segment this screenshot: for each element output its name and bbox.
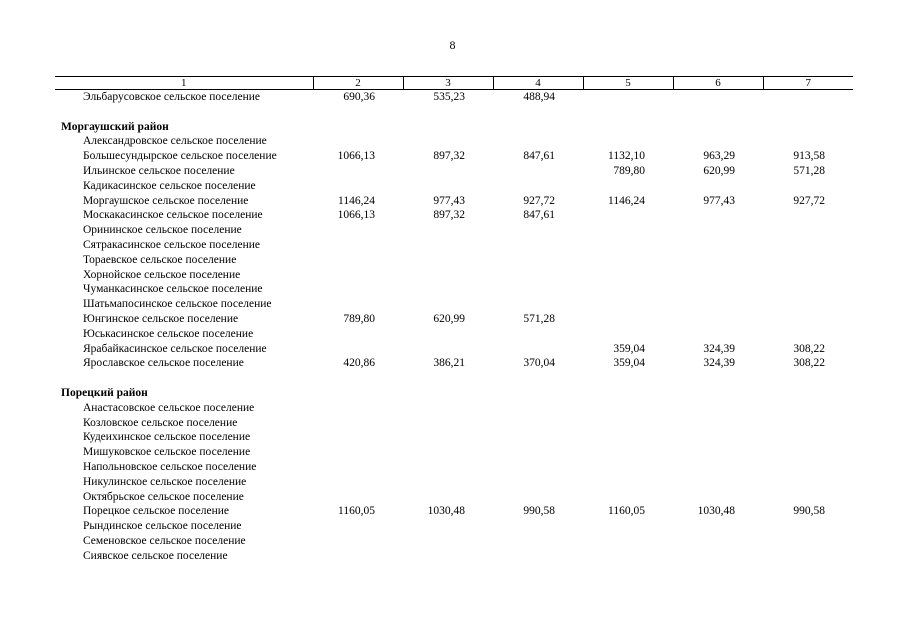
value-cell bbox=[313, 297, 403, 312]
value-cell bbox=[313, 268, 403, 283]
table-row bbox=[55, 549, 853, 564]
settlement-name: Хорнойское сельское поселение bbox=[83, 268, 241, 281]
value-cell bbox=[493, 282, 583, 297]
value-cell bbox=[493, 297, 583, 312]
settlement-name: Рындинское сельское поселение bbox=[83, 520, 242, 533]
value-cell bbox=[493, 549, 583, 564]
value-cell: 789,80 bbox=[613, 164, 645, 177]
value-cell bbox=[673, 401, 763, 416]
value-cell bbox=[493, 268, 583, 283]
value-cell bbox=[313, 445, 403, 460]
value-cell bbox=[403, 268, 493, 283]
value-cell bbox=[403, 519, 493, 534]
district-row bbox=[55, 386, 853, 401]
value-cell: 927,72 bbox=[793, 194, 825, 207]
value-cell bbox=[493, 327, 583, 342]
value-cell bbox=[763, 490, 853, 505]
value-cell bbox=[673, 238, 763, 253]
value-cell bbox=[493, 490, 583, 505]
value-cell bbox=[583, 549, 673, 564]
value-cell bbox=[493, 164, 583, 179]
value-cell: 990,58 bbox=[793, 505, 825, 518]
value-cell bbox=[313, 519, 403, 534]
value-cell bbox=[673, 534, 763, 549]
value-cell bbox=[313, 416, 403, 431]
value-cell bbox=[403, 223, 493, 238]
value-cell bbox=[763, 134, 853, 149]
value-cell bbox=[673, 282, 763, 297]
value-cell: 963,29 bbox=[703, 150, 735, 163]
district-heading: Моргаушский район bbox=[61, 120, 169, 133]
settlement-name: Тораевское сельское поселение bbox=[83, 253, 237, 266]
value-cell bbox=[673, 134, 763, 149]
value-cell bbox=[493, 534, 583, 549]
table-row bbox=[55, 208, 853, 223]
value-cell bbox=[763, 268, 853, 283]
value-cell: 789,80 bbox=[343, 312, 375, 325]
settlement-name: Ярославское сельское поселение bbox=[83, 357, 244, 370]
value-cell bbox=[313, 238, 403, 253]
value-cell: 488,94 bbox=[523, 91, 555, 103]
value-cell bbox=[583, 223, 673, 238]
spacer-row bbox=[55, 105, 853, 120]
value-cell bbox=[583, 253, 673, 268]
value-cell bbox=[493, 519, 583, 534]
table-row bbox=[55, 342, 853, 357]
value-cell bbox=[673, 297, 763, 312]
value-cell bbox=[763, 445, 853, 460]
value-cell bbox=[673, 430, 763, 445]
value-cell: 324,39 bbox=[703, 342, 735, 355]
value-cell bbox=[403, 490, 493, 505]
column-header: 6 bbox=[673, 77, 763, 90]
value-cell bbox=[493, 179, 583, 194]
value-cell bbox=[313, 134, 403, 149]
value-cell bbox=[763, 519, 853, 534]
value-cell bbox=[403, 134, 493, 149]
value-cell bbox=[583, 401, 673, 416]
value-cell: 535,23 bbox=[433, 91, 465, 103]
settlement-name: Александровское сельское поселение bbox=[83, 135, 267, 148]
table-row bbox=[55, 534, 853, 549]
value-cell bbox=[763, 282, 853, 297]
value-cell: 1030,48 bbox=[697, 505, 735, 518]
value-cell bbox=[313, 549, 403, 564]
settlement-name: Мишуковское сельское поселение bbox=[83, 446, 251, 459]
value-cell bbox=[673, 549, 763, 564]
value-cell bbox=[673, 416, 763, 431]
value-cell bbox=[673, 253, 763, 268]
settlement-name: Октябрьское сельское поселение bbox=[83, 490, 244, 503]
column-header: 7 bbox=[763, 77, 853, 90]
table-row bbox=[55, 134, 853, 149]
value-cell bbox=[583, 445, 673, 460]
table-row bbox=[55, 297, 853, 312]
table-row bbox=[55, 519, 853, 534]
value-cell bbox=[403, 534, 493, 549]
table-row bbox=[55, 164, 853, 179]
value-cell bbox=[583, 519, 673, 534]
value-cell bbox=[763, 208, 853, 223]
value-cell bbox=[673, 519, 763, 534]
value-cell bbox=[763, 534, 853, 549]
value-cell bbox=[763, 179, 853, 194]
value-cell bbox=[763, 401, 853, 416]
table-row bbox=[55, 149, 853, 164]
spacer-cell bbox=[55, 371, 853, 386]
table-row bbox=[55, 475, 853, 490]
column-header: 4 bbox=[493, 77, 583, 90]
value-cell bbox=[403, 179, 493, 194]
settlement-name: Напольновское сельское поселение bbox=[83, 460, 257, 473]
value-cell bbox=[313, 179, 403, 194]
value-cell bbox=[313, 534, 403, 549]
settlement-name: Шатьмапосинское сельское поселение bbox=[83, 298, 272, 311]
value-cell bbox=[583, 416, 673, 431]
value-cell bbox=[763, 312, 853, 327]
value-cell bbox=[493, 401, 583, 416]
settlement-name: Большесундырское сельское поселение bbox=[83, 150, 277, 163]
column-header: 3 bbox=[403, 77, 493, 90]
value-cell bbox=[583, 238, 673, 253]
value-cell bbox=[493, 460, 583, 475]
value-cell: 977,43 bbox=[433, 194, 465, 207]
value-cell bbox=[403, 445, 493, 460]
settlement-name: Порецкое сельское поселение bbox=[83, 505, 230, 518]
value-cell bbox=[493, 238, 583, 253]
column-header: 5 bbox=[583, 77, 673, 90]
value-cell bbox=[493, 430, 583, 445]
column-header: 1 bbox=[55, 77, 313, 90]
value-cell bbox=[403, 460, 493, 475]
value-cell bbox=[763, 416, 853, 431]
table-row bbox=[55, 179, 853, 194]
value-cell: 847,61 bbox=[523, 150, 555, 163]
value-cell: 308,22 bbox=[793, 342, 825, 355]
table-body bbox=[55, 90, 853, 564]
value-cell bbox=[493, 342, 583, 357]
settlement-name: Юськасинское сельское поселение bbox=[83, 327, 254, 340]
settlement-name: Сятракасинское сельское поселение bbox=[83, 238, 260, 251]
value-cell bbox=[673, 208, 763, 223]
value-cell bbox=[583, 297, 673, 312]
value-cell bbox=[313, 164, 403, 179]
value-cell bbox=[403, 430, 493, 445]
settlement-name: Ильинское сельское поселение bbox=[83, 164, 235, 177]
value-cell: 1132,10 bbox=[608, 150, 645, 163]
value-cell bbox=[493, 134, 583, 149]
table-row bbox=[55, 430, 853, 445]
value-cell: 913,58 bbox=[793, 150, 825, 163]
value-cell bbox=[673, 475, 763, 490]
value-cell bbox=[493, 253, 583, 268]
value-cell bbox=[763, 430, 853, 445]
value-cell: 420,86 bbox=[343, 357, 375, 370]
value-cell: 620,99 bbox=[703, 164, 735, 177]
value-cell bbox=[313, 490, 403, 505]
settlement-name: Юнгинское сельское поселение bbox=[83, 312, 239, 325]
settlement-name: Кадикасинское сельское поселение bbox=[83, 179, 256, 192]
value-cell bbox=[763, 90, 853, 105]
table-row bbox=[55, 268, 853, 283]
column-header-row bbox=[55, 77, 853, 90]
table-row bbox=[55, 356, 853, 371]
value-cell bbox=[763, 238, 853, 253]
value-cell bbox=[313, 253, 403, 268]
value-cell bbox=[403, 282, 493, 297]
table-row bbox=[55, 253, 853, 268]
table-row bbox=[55, 282, 853, 297]
spacer-cell bbox=[55, 105, 853, 120]
value-cell bbox=[403, 238, 493, 253]
table-row bbox=[55, 490, 853, 505]
settlement-name: Кудеихинское сельское поселение bbox=[83, 431, 251, 444]
value-cell: 1030,48 bbox=[427, 505, 465, 518]
value-cell: 690,36 bbox=[343, 91, 375, 103]
value-cell: 620,99 bbox=[433, 312, 465, 325]
value-cell: 386,21 bbox=[433, 357, 465, 370]
table-row bbox=[55, 504, 853, 519]
value-cell bbox=[403, 327, 493, 342]
value-cell bbox=[763, 549, 853, 564]
table-row bbox=[55, 445, 853, 460]
value-cell bbox=[673, 90, 763, 105]
value-cell: 927,72 bbox=[523, 194, 555, 207]
value-cell: 897,32 bbox=[433, 150, 465, 163]
value-cell bbox=[763, 223, 853, 238]
value-cell bbox=[403, 401, 493, 416]
value-cell bbox=[673, 327, 763, 342]
value-cell: 571,28 bbox=[793, 164, 825, 177]
value-cell bbox=[583, 90, 673, 105]
value-cell bbox=[403, 164, 493, 179]
value-cell bbox=[763, 460, 853, 475]
value-cell bbox=[673, 312, 763, 327]
value-cell bbox=[403, 253, 493, 268]
value-cell bbox=[583, 282, 673, 297]
table-row bbox=[55, 416, 853, 431]
value-cell bbox=[583, 312, 673, 327]
value-cell bbox=[403, 342, 493, 357]
settlement-name: Сиявское сельское поселение bbox=[83, 549, 228, 562]
value-cell bbox=[673, 490, 763, 505]
value-cell bbox=[673, 460, 763, 475]
value-cell bbox=[583, 490, 673, 505]
value-cell: 1160,05 bbox=[608, 505, 645, 518]
table-row bbox=[55, 460, 853, 475]
settlement-name: Моргаушское сельское поселение bbox=[83, 194, 249, 207]
value-cell bbox=[313, 401, 403, 416]
table-row bbox=[55, 238, 853, 253]
value-cell bbox=[493, 445, 583, 460]
settlement-name: Анастасовское сельское поселение bbox=[83, 401, 255, 414]
table-row bbox=[55, 312, 853, 327]
value-cell bbox=[313, 282, 403, 297]
settlement-name: Ярабайкасинское сельское поселение bbox=[83, 342, 267, 355]
column-header: 2 bbox=[313, 77, 403, 90]
table-row bbox=[55, 327, 853, 342]
value-cell: 977,43 bbox=[703, 194, 735, 207]
value-cell bbox=[673, 223, 763, 238]
value-cell: 897,32 bbox=[433, 209, 465, 222]
settlement-name: Москакасинское сельское поселение bbox=[83, 209, 263, 222]
value-cell bbox=[583, 460, 673, 475]
table-row bbox=[55, 90, 853, 105]
value-cell: 1066,13 bbox=[337, 150, 375, 163]
value-cell bbox=[403, 549, 493, 564]
value-cell bbox=[763, 253, 853, 268]
value-cell bbox=[313, 327, 403, 342]
settlement-name: Козловское сельское поселение bbox=[83, 416, 238, 429]
table-row bbox=[55, 401, 853, 416]
value-cell bbox=[583, 534, 673, 549]
value-cell bbox=[313, 342, 403, 357]
value-cell: 359,04 bbox=[613, 342, 645, 355]
value-cell bbox=[763, 475, 853, 490]
value-cell: 1066,13 bbox=[337, 209, 375, 222]
settlement-name: Чуманкасинское сельское поселение bbox=[83, 283, 263, 296]
settlement-name: Орининское сельское поселение bbox=[83, 224, 242, 237]
spacer-row bbox=[55, 371, 853, 386]
district-row bbox=[55, 120, 853, 135]
value-cell bbox=[313, 223, 403, 238]
value-cell: 370,04 bbox=[523, 357, 555, 370]
value-cell bbox=[763, 327, 853, 342]
value-cell: 1146,24 bbox=[608, 194, 645, 207]
value-cell bbox=[583, 268, 673, 283]
table-row bbox=[55, 223, 853, 238]
value-cell bbox=[493, 475, 583, 490]
value-cell bbox=[583, 208, 673, 223]
value-cell bbox=[493, 416, 583, 431]
value-cell bbox=[403, 475, 493, 490]
page-number: 8 bbox=[449, 38, 456, 52]
settlement-name: Эльбарусовское сельское поселение bbox=[83, 91, 261, 103]
value-cell bbox=[673, 445, 763, 460]
value-cell: 990,58 bbox=[523, 505, 555, 518]
value-cell bbox=[313, 475, 403, 490]
value-cell bbox=[673, 268, 763, 283]
value-cell: 324,39 bbox=[703, 357, 735, 370]
district-heading: Порецкий район bbox=[61, 386, 148, 399]
value-cell bbox=[313, 460, 403, 475]
value-cell bbox=[583, 430, 673, 445]
value-cell bbox=[583, 327, 673, 342]
tariff-table bbox=[55, 76, 853, 564]
value-cell bbox=[493, 223, 583, 238]
value-cell: 308,22 bbox=[793, 357, 825, 370]
value-cell bbox=[583, 475, 673, 490]
value-cell bbox=[673, 179, 763, 194]
value-cell: 1146,24 bbox=[338, 194, 375, 207]
table-row bbox=[55, 194, 853, 209]
value-cell bbox=[403, 297, 493, 312]
settlement-name: Никулинское сельское поселение bbox=[83, 475, 247, 488]
value-cell bbox=[763, 297, 853, 312]
value-cell bbox=[403, 416, 493, 431]
value-cell bbox=[313, 430, 403, 445]
value-cell bbox=[583, 134, 673, 149]
value-cell: 359,04 bbox=[613, 357, 645, 370]
settlement-name: Семеновское сельское поселение bbox=[83, 534, 246, 547]
value-cell: 847,61 bbox=[523, 209, 555, 222]
value-cell bbox=[583, 179, 673, 194]
value-cell: 571,28 bbox=[523, 312, 555, 325]
value-cell: 1160,05 bbox=[338, 505, 375, 518]
